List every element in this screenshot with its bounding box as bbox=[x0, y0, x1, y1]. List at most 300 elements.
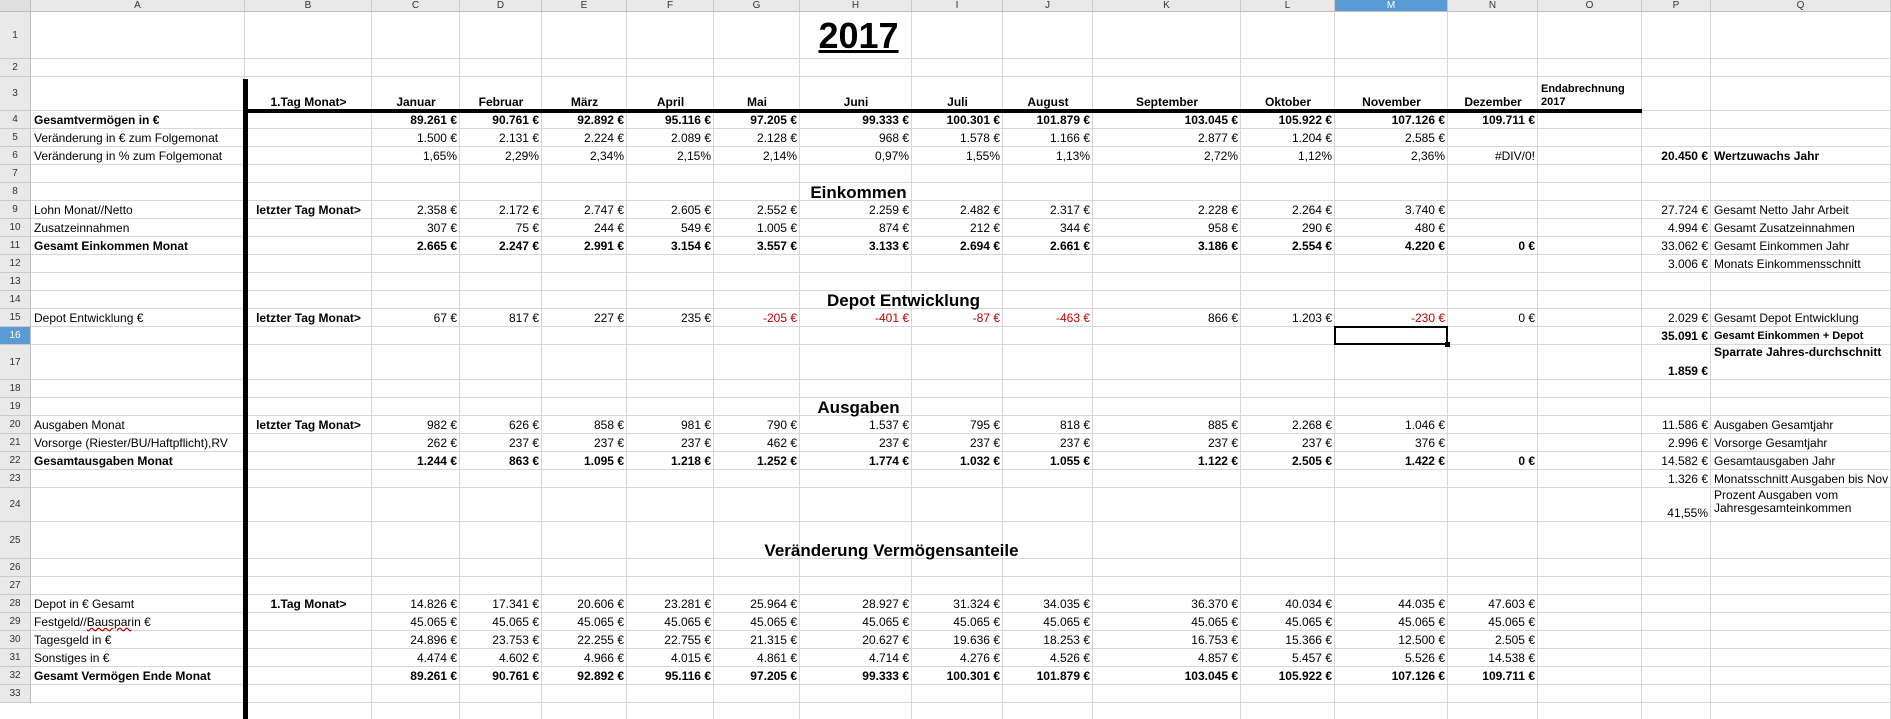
value-cell[interactable]: 16.753 € bbox=[1191, 633, 1238, 647]
column-header-g[interactable]: G bbox=[714, 0, 800, 12]
month-header-4[interactable]: April bbox=[656, 95, 685, 109]
value-cell[interactable]: 2.264 € bbox=[1291, 203, 1332, 217]
month-header-7[interactable]: Juli bbox=[947, 95, 968, 109]
row-label[interactable]: Zusatzeinnahmen bbox=[34, 221, 130, 235]
sheet-title[interactable]: 2017 bbox=[818, 15, 899, 56]
value-cell[interactable]: 99.333 € bbox=[862, 669, 909, 683]
value-cell[interactable]: 34.035 € bbox=[1043, 597, 1090, 611]
value-cell[interactable]: 23.753 € bbox=[492, 633, 539, 647]
value-cell[interactable]: 2.358 € bbox=[416, 203, 457, 217]
row-header-20[interactable]: 20 bbox=[0, 416, 31, 434]
value-cell[interactable]: 968 € bbox=[878, 131, 909, 145]
value-cell[interactable]: 2.991 € bbox=[583, 239, 624, 253]
column-header-f[interactable]: F bbox=[627, 0, 714, 12]
month-header-11[interactable]: November bbox=[1362, 95, 1421, 109]
value-cell[interactable]: 97.205 € bbox=[750, 113, 797, 127]
day-marker-label[interactable]: 1.Tag Monat> bbox=[270, 95, 347, 109]
value-cell[interactable]: 817 € bbox=[508, 311, 539, 325]
row-header-30[interactable]: 30 bbox=[0, 631, 31, 649]
row-label[interactable]: Vorsorge (Riester/BU/Haftpflicht),RV bbox=[34, 436, 228, 450]
value-cell[interactable]: 22.755 € bbox=[664, 633, 711, 647]
value-cell[interactable]: 212 € bbox=[969, 221, 1000, 235]
value-cell[interactable]: 4.015 € bbox=[670, 651, 711, 665]
value-cell[interactable]: 244 € bbox=[593, 221, 624, 235]
column-header-n[interactable]: N bbox=[1448, 0, 1538, 12]
value-cell[interactable]: 2,36% bbox=[1410, 149, 1445, 163]
value-cell[interactable]: 109.711 € bbox=[1482, 669, 1535, 683]
value-cell[interactable]: 2,15% bbox=[676, 149, 711, 163]
summary-value[interactable]: 2.029 € bbox=[1667, 311, 1708, 325]
value-cell[interactable]: 0 € bbox=[1518, 311, 1535, 325]
value-cell[interactable]: 626 € bbox=[508, 418, 539, 432]
value-cell[interactable]: 549 € bbox=[680, 221, 711, 235]
value-cell[interactable]: 2,29% bbox=[504, 149, 539, 163]
row-header-27[interactable]: 27 bbox=[0, 577, 31, 595]
summary-value[interactable]: 27.724 € bbox=[1661, 203, 1708, 217]
value-cell[interactable]: 2.172 € bbox=[498, 203, 539, 217]
row-header-31[interactable]: 31 bbox=[0, 649, 31, 667]
value-cell[interactable]: 12.500 € bbox=[1398, 633, 1445, 647]
value-cell[interactable]: 863 € bbox=[508, 454, 539, 468]
summary-text[interactable]: Monatsschnitt Ausgaben bis Nov bbox=[1714, 472, 1889, 486]
month-header-8[interactable]: August bbox=[1027, 95, 1069, 109]
value-cell[interactable]: 19.636 € bbox=[953, 633, 1000, 647]
value-cell[interactable]: 1.500 € bbox=[416, 131, 457, 145]
day-marker-label[interactable]: letzter Tag Monat> bbox=[256, 311, 361, 325]
month-header-9[interactable]: September bbox=[1135, 95, 1199, 109]
row-header-15[interactable]: 15 bbox=[0, 309, 31, 327]
value-cell[interactable]: 17.341 € bbox=[492, 597, 539, 611]
value-cell[interactable]: 2.224 € bbox=[583, 131, 624, 145]
value-cell[interactable]: 2.605 € bbox=[670, 203, 711, 217]
value-cell[interactable]: 2.228 € bbox=[1197, 203, 1238, 217]
thick-border-horizontal bbox=[245, 109, 1642, 113]
value-cell[interactable]: 2.552 € bbox=[756, 203, 797, 217]
value-cell[interactable]: 3.557 € bbox=[756, 239, 797, 253]
value-cell[interactable]: 2.128 € bbox=[756, 131, 797, 145]
value-cell[interactable]: -463 € bbox=[1055, 311, 1090, 325]
value-cell[interactable]: 95.116 € bbox=[664, 113, 711, 127]
endabrechnung-header[interactable]: Endabrechnung 2017 bbox=[1541, 83, 1625, 108]
value-cell[interactable]: 4.714 € bbox=[868, 651, 909, 665]
row-label[interactable]: Veränderung in % zum Folgemonat bbox=[34, 149, 223, 163]
row-header-11[interactable]: 11 bbox=[0, 237, 31, 255]
value-cell[interactable]: 44.035 € bbox=[1398, 597, 1445, 611]
row-header-6[interactable]: 6 bbox=[0, 147, 31, 165]
value-cell[interactable]: 1.166 € bbox=[1049, 131, 1090, 145]
value-cell[interactable]: 1.578 € bbox=[959, 131, 1000, 145]
value-cell[interactable]: 2.665 € bbox=[416, 239, 457, 253]
value-cell[interactable]: 1.046 € bbox=[1404, 418, 1445, 432]
value-cell[interactable]: 101.879 € bbox=[1036, 113, 1090, 127]
value-cell[interactable]: 237 € bbox=[593, 436, 624, 450]
value-cell[interactable]: 1.095 € bbox=[583, 454, 624, 468]
value-cell[interactable]: 874 € bbox=[878, 221, 909, 235]
value-cell[interactable]: 795 € bbox=[969, 418, 1000, 432]
value-cell[interactable]: 237 € bbox=[1207, 436, 1238, 450]
value-cell[interactable]: 290 € bbox=[1301, 221, 1332, 235]
value-cell[interactable]: 4.276 € bbox=[959, 651, 1000, 665]
row-label[interactable]: Festgeld// Bauspar in € bbox=[34, 615, 151, 629]
summary-value[interactable]: 1.326 € bbox=[1667, 472, 1708, 486]
value-cell[interactable]: 45.065 € bbox=[1398, 615, 1445, 629]
value-cell[interactable]: 2.131 € bbox=[498, 131, 539, 145]
summary-text[interactable]: Vorsorge Gesamtjahr bbox=[1714, 436, 1828, 450]
value-cell[interactable]: 47.603 € bbox=[1488, 597, 1535, 611]
value-cell[interactable]: 45.065 € bbox=[862, 615, 909, 629]
value-cell[interactable]: 45.065 € bbox=[1191, 615, 1238, 629]
value-cell[interactable]: 45.065 € bbox=[750, 615, 797, 629]
value-cell[interactable]: 1.122 € bbox=[1197, 454, 1238, 468]
column-header-e[interactable]: E bbox=[542, 0, 627, 12]
value-cell[interactable]: 2,14% bbox=[762, 149, 797, 163]
value-cell[interactable]: 885 € bbox=[1207, 418, 1238, 432]
row-header-19[interactable]: 19 bbox=[0, 398, 31, 416]
value-cell[interactable]: 92.892 € bbox=[577, 669, 624, 683]
value-cell[interactable]: 237 € bbox=[508, 436, 539, 450]
autofill-handle[interactable] bbox=[1445, 342, 1450, 347]
grid-row-line bbox=[31, 702, 1891, 703]
value-cell[interactable]: 2.482 € bbox=[959, 203, 1000, 217]
value-cell[interactable]: 14.826 € bbox=[410, 597, 457, 611]
column-header-q[interactable]: Q bbox=[1711, 0, 1891, 12]
value-cell[interactable]: 4.861 € bbox=[756, 651, 797, 665]
grid-row-line bbox=[31, 344, 1891, 345]
value-cell[interactable]: 90.761 € bbox=[492, 113, 539, 127]
value-cell[interactable]: 818 € bbox=[1059, 418, 1090, 432]
value-cell[interactable]: 1.252 € bbox=[756, 454, 797, 468]
summary-text[interactable]: Gesamt Einkommen + Depot bbox=[1714, 330, 1864, 342]
value-cell[interactable]: 237 € bbox=[1059, 436, 1090, 450]
summary-text[interactable]: Prozent Ausgaben vom Jahresgesamteinkommen bbox=[1714, 488, 1852, 515]
value-cell[interactable]: 480 € bbox=[1414, 221, 1445, 235]
value-cell[interactable]: 1.774 € bbox=[868, 454, 909, 468]
value-cell[interactable]: 0 € bbox=[1518, 239, 1535, 253]
summary-value[interactable]: 20.450 € bbox=[1661, 149, 1708, 163]
value-cell[interactable]: 4.526 € bbox=[1049, 651, 1090, 665]
value-cell[interactable]: 24.896 € bbox=[410, 633, 457, 647]
column-header-l[interactable]: L bbox=[1241, 0, 1335, 12]
value-cell[interactable]: 45.065 € bbox=[1285, 615, 1332, 629]
value-cell[interactable]: 2.317 € bbox=[1049, 203, 1090, 217]
value-cell[interactable]: 2.661 € bbox=[1049, 239, 1090, 253]
summary-value[interactable]: 35.091 € bbox=[1661, 329, 1708, 343]
value-cell[interactable]: 28.927 € bbox=[862, 597, 909, 611]
value-cell[interactable]: 2.554 € bbox=[1291, 239, 1332, 253]
value-cell[interactable]: 462 € bbox=[766, 436, 797, 450]
row-label[interactable]: Gesamt Vermögen Ende Monat bbox=[34, 669, 211, 683]
value-cell[interactable]: 1,13% bbox=[1055, 149, 1090, 163]
row-label[interactable]: Ausgaben Monat bbox=[34, 418, 125, 432]
row-header-3[interactable]: 3 bbox=[0, 77, 31, 111]
value-cell[interactable]: 45.065 € bbox=[664, 615, 711, 629]
summary-text[interactable]: Gesamt Depot Entwicklung bbox=[1714, 311, 1859, 325]
value-cell[interactable]: 3.186 € bbox=[1197, 239, 1238, 253]
value-cell[interactable]: 235 € bbox=[680, 311, 711, 325]
row-header-8[interactable]: 8 bbox=[0, 183, 31, 201]
value-cell[interactable]: 2.505 € bbox=[1494, 633, 1535, 647]
value-cell[interactable]: 89.261 € bbox=[410, 113, 457, 127]
row-header-10[interactable]: 10 bbox=[0, 219, 31, 237]
value-cell[interactable]: 1.422 € bbox=[1404, 454, 1445, 468]
value-cell[interactable]: 1.204 € bbox=[1291, 131, 1332, 145]
row-label[interactable]: Gesamtvermögen in € bbox=[34, 113, 160, 127]
value-cell[interactable]: 866 € bbox=[1207, 311, 1238, 325]
column-header-m[interactable]: M bbox=[1335, 0, 1448, 12]
value-cell[interactable]: 237 € bbox=[1301, 436, 1332, 450]
summary-text[interactable]: Gesamt Netto Jahr Arbeit bbox=[1714, 203, 1849, 217]
value-cell[interactable]: 2.877 € bbox=[1197, 131, 1238, 145]
summary-text[interactable]: Gesamt Einkommen Jahr bbox=[1714, 239, 1850, 253]
summary-value[interactable]: 14.582 € bbox=[1661, 454, 1708, 468]
value-cell[interactable]: 5.526 € bbox=[1404, 651, 1445, 665]
value-cell[interactable]: 18.253 € bbox=[1043, 633, 1090, 647]
value-cell[interactable]: 4.857 € bbox=[1197, 651, 1238, 665]
value-cell[interactable]: 40.034 € bbox=[1285, 597, 1332, 611]
value-cell[interactable]: 45.065 € bbox=[1488, 615, 1535, 629]
section-title-einkommen[interactable]: Einkommen bbox=[810, 183, 907, 202]
value-cell[interactable]: 45.065 € bbox=[577, 615, 624, 629]
row-label[interactable]: Tagesgeld in € bbox=[34, 633, 112, 647]
summary-text[interactable]: Ausgaben Gesamtjahr bbox=[1714, 418, 1834, 432]
value-cell[interactable]: 107.126 € bbox=[1391, 669, 1445, 683]
summary-text[interactable]: Gesamtausgaben Jahr bbox=[1714, 454, 1836, 468]
row-header-32[interactable]: 32 bbox=[0, 667, 31, 685]
value-cell[interactable]: -230 € bbox=[1410, 311, 1445, 325]
value-cell[interactable]: 958 € bbox=[1207, 221, 1238, 235]
section-title-depot[interactable]: Depot Entwicklung bbox=[827, 291, 980, 310]
summary-text[interactable]: Monats Einkommensschnitt bbox=[1714, 257, 1861, 271]
row-header-13[interactable]: 13 bbox=[0, 273, 31, 291]
value-cell[interactable]: 1.218 € bbox=[670, 454, 711, 468]
value-cell[interactable]: 101.879 € bbox=[1036, 669, 1090, 683]
value-cell[interactable]: 858 € bbox=[593, 418, 624, 432]
value-cell[interactable]: 2.089 € bbox=[670, 131, 711, 145]
summary-value[interactable]: 41,55% bbox=[1667, 506, 1708, 520]
value-cell[interactable]: 262 € bbox=[426, 436, 457, 450]
month-header-5[interactable]: Mai bbox=[746, 95, 767, 109]
value-cell[interactable]: 1,12% bbox=[1297, 149, 1332, 163]
value-cell[interactable]: 100.301 € bbox=[946, 669, 1000, 683]
value-cell[interactable]: 790 € bbox=[766, 418, 797, 432]
value-cell[interactable]: 45.065 € bbox=[492, 615, 539, 629]
value-cell[interactable]: 97.205 € bbox=[750, 669, 797, 683]
summary-value[interactable]: 4.994 € bbox=[1667, 221, 1708, 235]
row-header-17[interactable]: 17 bbox=[0, 345, 31, 380]
value-cell[interactable]: 67 € bbox=[433, 311, 457, 325]
row-label[interactable]: Gesamt Einkommen Monat bbox=[34, 239, 189, 253]
summary-text[interactable]: Gesamt Zusatzeinnahmen bbox=[1714, 221, 1855, 235]
value-cell[interactable]: 4.474 € bbox=[416, 651, 457, 665]
row-header-23[interactable]: 23 bbox=[0, 470, 31, 488]
value-cell[interactable]: 1.032 € bbox=[959, 454, 1000, 468]
day-marker-label[interactable]: letzter Tag Monat> bbox=[256, 418, 361, 432]
row-header-2[interactable]: 2 bbox=[0, 59, 31, 77]
month-header-3[interactable]: März bbox=[570, 95, 599, 109]
value-cell[interactable]: 1.537 € bbox=[868, 418, 909, 432]
column-header-d[interactable]: D bbox=[460, 0, 542, 12]
summary-value[interactable]: 1.859 € bbox=[1667, 364, 1708, 378]
value-cell[interactable]: 344 € bbox=[1059, 221, 1090, 235]
value-cell[interactable]: 1.203 € bbox=[1291, 311, 1332, 325]
value-cell[interactable]: 45.065 € bbox=[410, 615, 457, 629]
row-header-26[interactable]: 26 bbox=[0, 559, 31, 577]
row-header-16[interactable]: 16 bbox=[0, 327, 31, 345]
month-header-2[interactable]: Februar bbox=[478, 95, 524, 109]
row-header-4[interactable]: 4 bbox=[0, 111, 31, 129]
value-cell[interactable]: 1,55% bbox=[965, 149, 1000, 163]
value-cell[interactable]: 237 € bbox=[969, 436, 1000, 450]
month-header-1[interactable]: Januar bbox=[396, 95, 436, 109]
value-cell[interactable]: 25.964 € bbox=[750, 597, 797, 611]
value-cell[interactable]: -205 € bbox=[762, 311, 797, 325]
value-cell[interactable]: 105.922 € bbox=[1278, 113, 1332, 127]
value-cell[interactable]: 2.585 € bbox=[1404, 131, 1445, 145]
value-cell[interactable]: 100.301 € bbox=[946, 113, 1000, 127]
value-cell[interactable]: 95.116 € bbox=[664, 669, 711, 683]
value-cell[interactable]: 376 € bbox=[1414, 436, 1445, 450]
value-cell[interactable]: 237 € bbox=[680, 436, 711, 450]
value-cell[interactable]: 90.761 € bbox=[492, 669, 539, 683]
column-header-a[interactable]: A bbox=[31, 0, 245, 12]
value-cell[interactable]: 31.324 € bbox=[953, 597, 1000, 611]
value-cell[interactable]: 15.366 € bbox=[1285, 633, 1332, 647]
value-cell[interactable]: 107.126 € bbox=[1391, 113, 1445, 127]
value-cell[interactable]: 3.154 € bbox=[670, 239, 711, 253]
value-cell[interactable]: 92.892 € bbox=[577, 113, 624, 127]
row-label[interactable]: Sonstiges in € bbox=[34, 651, 110, 665]
row-header-25[interactable]: 25 bbox=[0, 522, 31, 559]
summary-text[interactable]: Wertzuwachs Jahr bbox=[1714, 149, 1820, 163]
value-cell[interactable]: 1,65% bbox=[422, 149, 457, 163]
row-label[interactable]: Gesamtausgaben Monat bbox=[34, 454, 173, 468]
column-header-o[interactable]: O bbox=[1538, 0, 1642, 12]
value-cell[interactable]: 3.740 € bbox=[1404, 203, 1445, 217]
grid-row-line bbox=[31, 379, 1891, 380]
value-cell[interactable]: 89.261 € bbox=[410, 669, 457, 683]
value-cell[interactable]: 23.281 € bbox=[664, 597, 711, 611]
month-header-12[interactable]: Dezember bbox=[1464, 95, 1522, 109]
row-header-14[interactable]: 14 bbox=[0, 291, 31, 309]
section-title-veraenderung[interactable]: Veränderung Vermögensanteile bbox=[764, 541, 1019, 560]
value-cell[interactable]: 981 € bbox=[680, 418, 711, 432]
row-header-18[interactable]: 18 bbox=[0, 380, 31, 398]
column-header-c[interactable]: C bbox=[372, 0, 460, 12]
value-cell[interactable]: 36.370 € bbox=[1191, 597, 1238, 611]
value-cell[interactable]: 2.747 € bbox=[583, 203, 624, 217]
value-cell[interactable]: 21.315 € bbox=[750, 633, 797, 647]
value-cell[interactable]: 99.333 € bbox=[862, 113, 909, 127]
row-header-28[interactable]: 28 bbox=[0, 595, 31, 613]
value-cell[interactable]: 1.055 € bbox=[1049, 454, 1090, 468]
row-header-22[interactable]: 22 bbox=[0, 452, 31, 470]
day-marker-label[interactable]: letzter Tag Monat> bbox=[256, 203, 361, 217]
month-header-6[interactable]: Juni bbox=[843, 95, 869, 109]
value-cell[interactable]: 2.259 € bbox=[868, 203, 909, 217]
summary-text[interactable]: Sparrate Jahres-durchschnitt bbox=[1714, 345, 1882, 359]
value-cell[interactable]: 307 € bbox=[426, 221, 457, 235]
value-cell[interactable]: 75 € bbox=[515, 221, 539, 235]
row-label[interactable]: Lohn Monat//Netto bbox=[34, 203, 133, 217]
grid-row-line bbox=[31, 487, 1891, 488]
value-cell[interactable]: 22.255 € bbox=[577, 633, 624, 647]
summary-value[interactable]: 11.586 € bbox=[1662, 418, 1708, 432]
value-cell[interactable]: 982 € bbox=[426, 418, 457, 432]
column-header-b[interactable]: B bbox=[245, 0, 372, 12]
row-header-29[interactable]: 29 bbox=[0, 613, 31, 631]
value-cell[interactable]: 3.133 € bbox=[868, 239, 909, 253]
thick-border-vertical bbox=[243, 79, 248, 719]
select-all-corner[interactable] bbox=[0, 0, 31, 12]
column-header-k[interactable]: K bbox=[1093, 0, 1241, 12]
row-label[interactable]: Depot Entwicklung € bbox=[34, 311, 144, 325]
grid-row-line bbox=[31, 272, 1891, 273]
value-cell[interactable]: 0 € bbox=[1518, 454, 1535, 468]
value-cell[interactable]: 103.045 € bbox=[1184, 669, 1238, 683]
value-cell[interactable]: 5.457 € bbox=[1291, 651, 1332, 665]
row-header-21[interactable]: 21 bbox=[0, 434, 31, 452]
value-cell[interactable]: 2.694 € bbox=[959, 239, 1000, 253]
month-header-10[interactable]: Oktober bbox=[1264, 95, 1311, 109]
value-cell[interactable]: 105.922 € bbox=[1278, 669, 1332, 683]
value-cell[interactable]: 237 € bbox=[878, 436, 909, 450]
value-cell[interactable]: 20.606 € bbox=[577, 597, 624, 611]
summary-value[interactable]: 3.006 € bbox=[1667, 257, 1708, 271]
column-header-h[interactable]: H bbox=[800, 0, 912, 12]
value-cell[interactable]: 14.538 € bbox=[1488, 651, 1535, 665]
row-label[interactable]: Veränderung in € zum Folgemonat bbox=[34, 131, 219, 145]
value-cell[interactable]: 45.065 € bbox=[953, 615, 1000, 629]
summary-value[interactable]: 2.996 € bbox=[1667, 436, 1708, 450]
row-header-9[interactable]: 9 bbox=[0, 201, 31, 219]
value-cell[interactable]: 2.268 € bbox=[1291, 418, 1332, 432]
value-cell[interactable]: 1.244 € bbox=[416, 454, 457, 468]
row-header-5[interactable]: 5 bbox=[0, 129, 31, 147]
value-cell[interactable]: 2,72% bbox=[1203, 149, 1238, 163]
value-cell[interactable]: 2,34% bbox=[589, 149, 624, 163]
value-cell[interactable]: 227 € bbox=[593, 311, 624, 325]
row-header-24[interactable]: 24 bbox=[0, 488, 31, 522]
value-cell[interactable]: -401 € bbox=[874, 311, 909, 325]
grid-row-line bbox=[31, 576, 1891, 577]
value-cell[interactable]: 4.602 € bbox=[498, 651, 539, 665]
value-cell[interactable]: -87 € bbox=[972, 311, 1000, 325]
value-cell[interactable]: 109.711 € bbox=[1482, 113, 1535, 127]
day-marker-label[interactable]: 1.Tag Monat> bbox=[270, 597, 347, 611]
column-header-p[interactable]: P bbox=[1642, 0, 1711, 12]
value-cell[interactable]: 4.220 € bbox=[1404, 239, 1445, 253]
value-cell[interactable]: 2.505 € bbox=[1291, 454, 1332, 468]
column-header-j[interactable]: J bbox=[1003, 0, 1093, 12]
value-cell[interactable]: 103.045 € bbox=[1184, 113, 1238, 127]
row-header-12[interactable]: 12 bbox=[0, 255, 31, 273]
row-label[interactable]: Depot in € Gesamt bbox=[34, 597, 135, 611]
row-header-1[interactable]: 1 bbox=[0, 12, 31, 59]
column-header-i[interactable]: I bbox=[912, 0, 1003, 12]
value-cell[interactable]: 2.247 € bbox=[498, 239, 539, 253]
row-header-7[interactable]: 7 bbox=[0, 165, 31, 183]
value-cell[interactable]: 20.627 € bbox=[862, 633, 909, 647]
value-cell[interactable]: 1.005 € bbox=[756, 221, 797, 235]
value-cell[interactable]: 45.065 € bbox=[1043, 615, 1090, 629]
value-cell[interactable]: 0,97% bbox=[874, 149, 909, 163]
value-cell[interactable]: 4.966 € bbox=[583, 651, 624, 665]
summary-value[interactable]: 33.062 € bbox=[1661, 239, 1708, 253]
value-cell[interactable]: #DIV/0! bbox=[1494, 149, 1535, 163]
cell-cursor[interactable] bbox=[1334, 326, 1448, 345]
row-header-33[interactable]: 33 bbox=[0, 685, 31, 703]
section-title-ausgaben[interactable]: Ausgaben bbox=[817, 398, 900, 417]
